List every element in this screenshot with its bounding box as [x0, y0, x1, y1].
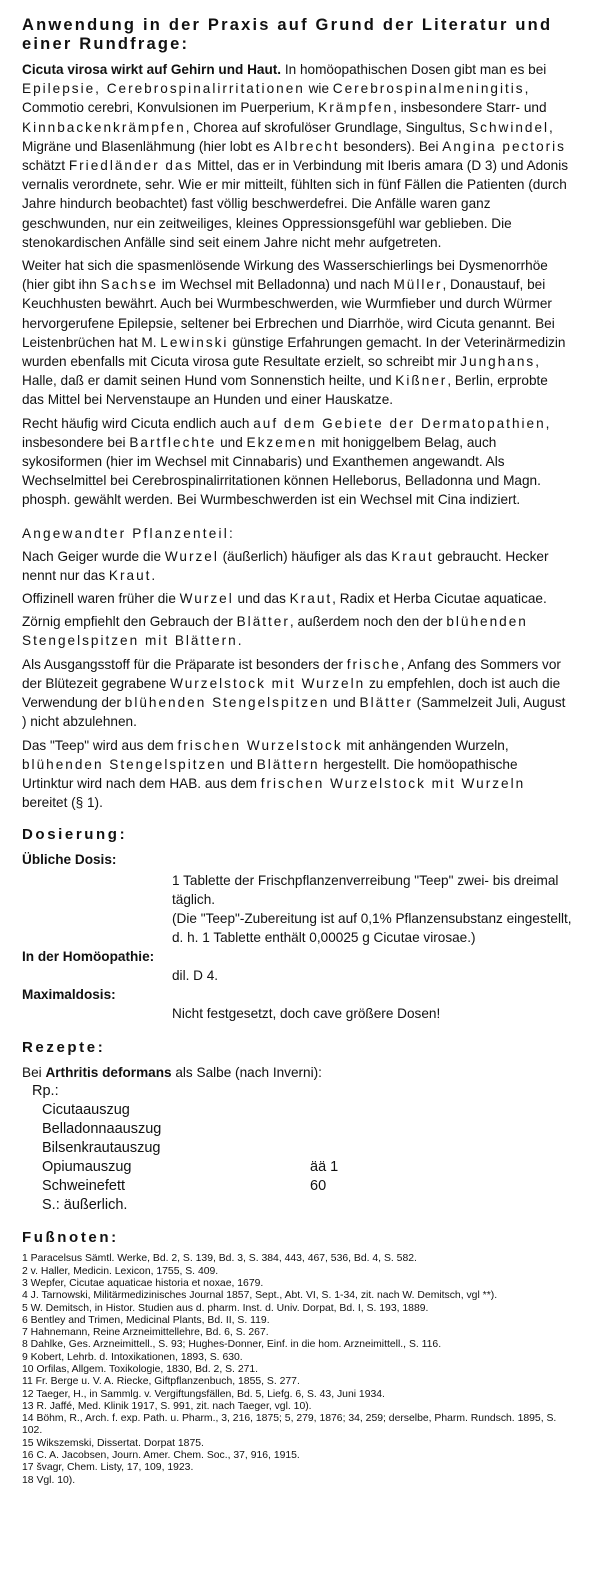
para7-run: zu empfehlen, doch ist auch die Verwendung der: [22, 675, 561, 711]
para3-run: Ekzemen: [246, 434, 318, 450]
para8-run: frischen Wurzelstock: [177, 737, 343, 753]
footnote-item: 18 Vgl. 10).: [22, 1474, 76, 1486]
para1-run: Kinnbackenkrämpfen: [22, 119, 186, 135]
paragraph-teep: [22, 736, 570, 813]
para8-run: blühenden Stengelspitzen: [22, 756, 227, 772]
maximaldosis-value: Nicht festgesetzt, doch cave größere Dosen!: [172, 1006, 441, 1022]
ingredient-name: Bilsenkrautauszug: [42, 1140, 161, 1157]
para1-run: In homöopathischen Dosen gibt man es bei: [281, 62, 547, 77]
para2-run: Müller: [393, 277, 443, 293]
para7-run: frische: [346, 656, 401, 672]
para8-run: Das "Teep" wird aus dem: [22, 737, 178, 753]
rezept-block: [22, 1063, 591, 1215]
para1-run: Mittel, das er in Verbindung mit Iberis amara (D 3) und Adonis vernalis verordnete, sehr. Wie er mir mitteilt, fühlten sich in fünf Fällen die Patienten (durch Jahre hindurch beobachtet) fast völlig beschwerdefrei. Die Anfälle waren ganz geschwunden, nur ein zeitweiliges, kleines Oppressionsgefühl war geblieben. Die stenokardischen Anfälle sind seit einem Jahre nicht mehr aufgetreten.: [22, 158, 569, 250]
para1-run: besonders). Bei: [339, 138, 443, 154]
footnote-item: 7 Hahnemann, Reine Arzneimittellehre, Bd. 6, S. 267.: [22, 1327, 269, 1339]
paragraph-zoernig: [22, 612, 570, 650]
dosierung-section: [22, 850, 591, 1023]
para3-run: Recht häufig wird Cicuta endlich auch: [22, 415, 254, 431]
para1-run: wie: [304, 81, 333, 97]
para2-run: günstige Erfahrungen gemacht. In der Veterinärmedizin wurden ebenfalls mit Cicuta virosa gute Resultate erzielt, so schreibt mir: [22, 334, 566, 370]
para5-run: und das: [233, 591, 290, 607]
para1-run: Cicuta virosa wirkt auf Gehirn und Haut.: [22, 62, 282, 77]
para2-run: , Halle, daß er damit seinen Hund vom Sonnenstich heilte, und: [22, 354, 539, 389]
para7-run: Als Ausgangsstoff für die Präparate ist besonders der: [22, 656, 347, 672]
para4-run: Kraut: [108, 567, 152, 583]
footnote-item: 11 Fr. Berge u. V. A. Riecke, Giftpflanzenbuch, 1855, S. 277.: [22, 1376, 300, 1388]
footnote-item: 9 Kobert, Lehrb. d. Intoxikationen, 1893, S. 630.: [22, 1351, 243, 1363]
para1-run: Albrecht: [273, 138, 340, 154]
para1-run: , Chorea auf skrofulöser Grundlage, Singultus,: [185, 119, 470, 135]
para7-run: Blätter: [359, 695, 413, 711]
para1-run: Angina pectoris: [442, 138, 566, 154]
para1-run: schätzt: [22, 158, 69, 174]
para3-run: auf dem Gebiete der Dermatopathien: [253, 415, 546, 431]
para5-run: , Radix et Herba Cicutae aquaticae.: [332, 591, 547, 607]
maximaldosis-label: Maximaldosis:: [22, 987, 116, 1003]
ingredient-name: Schweinefett: [42, 1178, 126, 1195]
ingredient-name: Opiumauszug: [42, 1159, 132, 1176]
paragraph-offizinell: [22, 589, 570, 608]
para1-run: , Migräne und Blasenlähmung (hier lobt es: [22, 119, 553, 154]
paragraph-dermatopathien: [22, 414, 570, 510]
paragraph-wirkung: [22, 60, 570, 252]
para5-run: Wurzel: [179, 591, 234, 607]
footnote-item: 17 švagr, Chem. Listy, 17, 109, 1923.: [22, 1462, 194, 1474]
para2-run: , Berlin, erprobte das Mittel bei Nervenstaupe an Hunden und einer Hauskatze.: [22, 373, 548, 408]
footnote-item: 6 Bentley and Trimen, Medicinal Plants, Bd. II, S. 119.: [22, 1314, 270, 1326]
paragraph-geiger: [22, 547, 570, 585]
para8-run: bereitet (§ 1).: [22, 795, 103, 811]
ingredient-name: Cicutaauszug: [42, 1102, 130, 1119]
para4-run: Nach Geiger wurde die: [22, 548, 165, 564]
para7-run: blühenden Stengelspitzen: [124, 695, 330, 711]
rezept-ingredient: [42, 1158, 591, 1177]
paragraph-spasmenloesend: [22, 256, 570, 410]
para8-run: hergestellt. Die homöopathische Urtinktur wird nach dem HAB. aus dem: [22, 756, 518, 791]
rezepte-heading: Rezepte:: [22, 1039, 106, 1057]
para1-run: Krämpfen: [318, 100, 394, 116]
para3-run: , insbesondere bei: [22, 415, 550, 450]
rezept-ingredient: [42, 1177, 591, 1196]
footnote-item: 12 Taeger, H., in Sammlg. v. Vergiftungsfällen, Bd. 5, Liefg. 6, S. 43, Juni 1934.: [22, 1388, 385, 1400]
para4-run: gebraucht. Hecker nennt nur das: [22, 548, 549, 583]
dosierung-heading: Dosierung:: [22, 826, 128, 844]
para2-run: Kißner: [395, 373, 448, 389]
para1-run: , insbesondere Starr- und: [393, 100, 547, 116]
footnote-item: 5 W. Demitsch, in Histor. Studien aus d. pharm. Inst. d. Univ. Dorpat, Bd. I, S. 193, 1889.: [22, 1302, 429, 1314]
para4-run: .: [151, 567, 156, 583]
para5-run: Offizinell waren früher die: [22, 591, 180, 607]
para4-run: (äußerlich) häufiger als das: [218, 548, 392, 564]
para2-run: Sachse: [100, 277, 158, 293]
para6-run: .: [237, 633, 242, 649]
para8-run: mit anhängenden Wurzeln,: [342, 737, 509, 753]
para8-run: frischen Wurzelstock mit Wurzeln: [260, 775, 526, 791]
homoeopathie-label: In der Homöopathie:: [22, 949, 155, 965]
para6-run: Zörnig empfiehlt den Gebrauch der: [22, 614, 237, 630]
ubliche-dosis-label: Übliche Dosis:: [22, 852, 117, 868]
rezept-ingredient: [42, 1101, 591, 1120]
rezept-intro-post: als Salbe (nach Inverni):: [171, 1065, 322, 1081]
para2-run: Lewinski: [160, 334, 229, 350]
rezept-intro-pre: Bei: [22, 1065, 46, 1081]
rezept-indication: Arthritis deformans: [45, 1065, 172, 1081]
ingredient-amount: 60: [310, 1178, 327, 1195]
para2-run: im Wechsel mit Belladonna) und nach: [157, 277, 394, 293]
para1-run: , Commotio cerebri, Konvulsionen im Puerperium,: [22, 81, 529, 116]
para3-run: und: [216, 434, 247, 450]
para3-run: mit honiggelbem Belag, auch sykosiformen (hier im Wechsel mit Cinnabaris) und Exanthemen angewandt. Als Wechselmittel bei Cerebrospinalirritationen können Helleborus, Belladonna und Magn. phosph. gewählt werden. Bei Wurmbeschwerden ist ein Wechsel mit Cina indiziert.: [22, 434, 541, 508]
ubliche-dosis-line-2: (Die "Teep"-Zubereitung ist auf 0,1% Pflanzensubstanz eingestellt, d. h. 1 Tablette enthält 0,00025 g Cicutae virosae.): [172, 911, 572, 946]
para1-run: Epilepsie, Cerebrospinalirritationen: [22, 81, 305, 97]
rezept-intro: [22, 1063, 591, 1082]
para4-run: Kraut: [391, 548, 434, 564]
footnote-item: 15 Wikszemski, Dissertat. Dorpat 1875.: [22, 1437, 204, 1449]
ingredient-name: Belladonnaauszug: [42, 1121, 162, 1138]
homoeopathie-value: dil. D 4.: [172, 968, 219, 984]
footnote-item: 8 Dahlke, Ges. Arzneimittell., S. 93; Hughes-Donner, Einf. in die hom. Arzneimittell., S. 116.: [22, 1339, 442, 1351]
rezept-rp: Rp.:: [32, 1083, 59, 1100]
para1-run: Cerebrospinalmeningitis: [332, 81, 525, 97]
para2-run: Weiter hat sich die spasmenlösende Wirkung des Wasserschierlings bei Dysmenorrhöe (hier gibt ihn: [22, 258, 548, 293]
para3-run: Bartflechte: [129, 434, 217, 450]
para6-run: Blätter: [236, 614, 290, 630]
para1-run: Schwindel: [469, 119, 550, 135]
para6-run: , außerdem noch den der: [289, 614, 447, 630]
section-heading-anwendung: Anwendung in der Praxis auf Grund der Literatur und einer Rundfrage:: [22, 16, 553, 53]
para2-run: , Donaustauf, bei Keuchhusten bewährt. Auch bei Wurmbeschwerden, wie Wurmfieber und durch Würmer hervorgerufene Epilepsie, seltener bei Erbrechen und Diarrhöe, wird Cicuta genannt. Bei Leistenbrüchen hat M.: [22, 277, 555, 350]
fussnoten-heading: Fußnoten:: [22, 1229, 119, 1247]
footnote-item: 2 v. Haller, Medicin. Lexicon, 1755, S. 409.: [22, 1265, 219, 1277]
para7-run: und: [329, 695, 360, 711]
para4-run: Wurzel: [164, 548, 219, 564]
footnote-item: 3 Wepfer, Cicutae aquaticae historia et noxae, 1679.: [22, 1277, 264, 1289]
para5-run: Kraut: [289, 591, 333, 607]
paragraph-ausgangsstoff: [22, 655, 570, 732]
rezept-ingredients: [22, 1101, 591, 1196]
para6-run: blühenden Stengelspitzen mit Blättern: [22, 614, 528, 649]
para2-run: Junghans: [460, 354, 536, 370]
ingredient-amount: ää 1: [310, 1159, 339, 1176]
footnote-item: 10 Orfilas, Allgem. Toxikologie, 1830, Bd. 2, S. 271.: [22, 1363, 259, 1375]
rezept-signatur: S.: äußerlich.: [42, 1197, 128, 1214]
footnote-item: 4 J. Tarnowski, Militärmedizinisches Journal 1857, Sept., Abt. VI, S. 1-34, zit. nach W. Demitsch, vgl **).: [22, 1290, 498, 1302]
para8-run: und: [226, 756, 257, 772]
rezept-ingredient: [42, 1139, 591, 1158]
footnote-item: 16 C. A. Jacobsen, Journ. Amer. Chem. Soc., 37, 916, 1915.: [22, 1450, 300, 1462]
para7-run: (Sammelzeit Juli, August ) nicht abzulehnen.: [22, 695, 566, 730]
footnote-item: 13 R. Jaffé, Med. Klinik 1917, S. 991, zit. nach Taeger, vgl. 10).: [22, 1400, 312, 1412]
ubliche-dosis-line-1: 1 Tablette der Frischpflanzenverreibung "Teep" zwei- bis dreimal täglich.: [172, 873, 559, 908]
para1-run: Friedländer das: [68, 158, 194, 174]
footnote-item: 14 Böhm, R., Arch. f. exp. Path. u. Pharm., 3, 216, 1875; 5, 279, 1876; 34, 259; derselbe, Pharm. Rundsch. 1895, S. 102.: [22, 1413, 557, 1437]
footnote-list: [22, 1253, 591, 1487]
footnote-item: 1 Paracelsus Sämtl. Werke, Bd. 2, S. 139, Bd. 3, S. 384, 443, 467, 536, Bd. 4, S. 582.: [22, 1253, 417, 1265]
para7-run: Wurzelstock mit Wurzeln: [170, 675, 366, 691]
rezept-ingredient: [42, 1120, 591, 1139]
pflanzenteil-label: Angewandter Pflanzenteil:: [22, 525, 235, 541]
para7-run: , Anfang des Sommers vor der Blütezeit gegrabene: [22, 656, 561, 691]
para8-run: Blättern: [256, 756, 320, 772]
